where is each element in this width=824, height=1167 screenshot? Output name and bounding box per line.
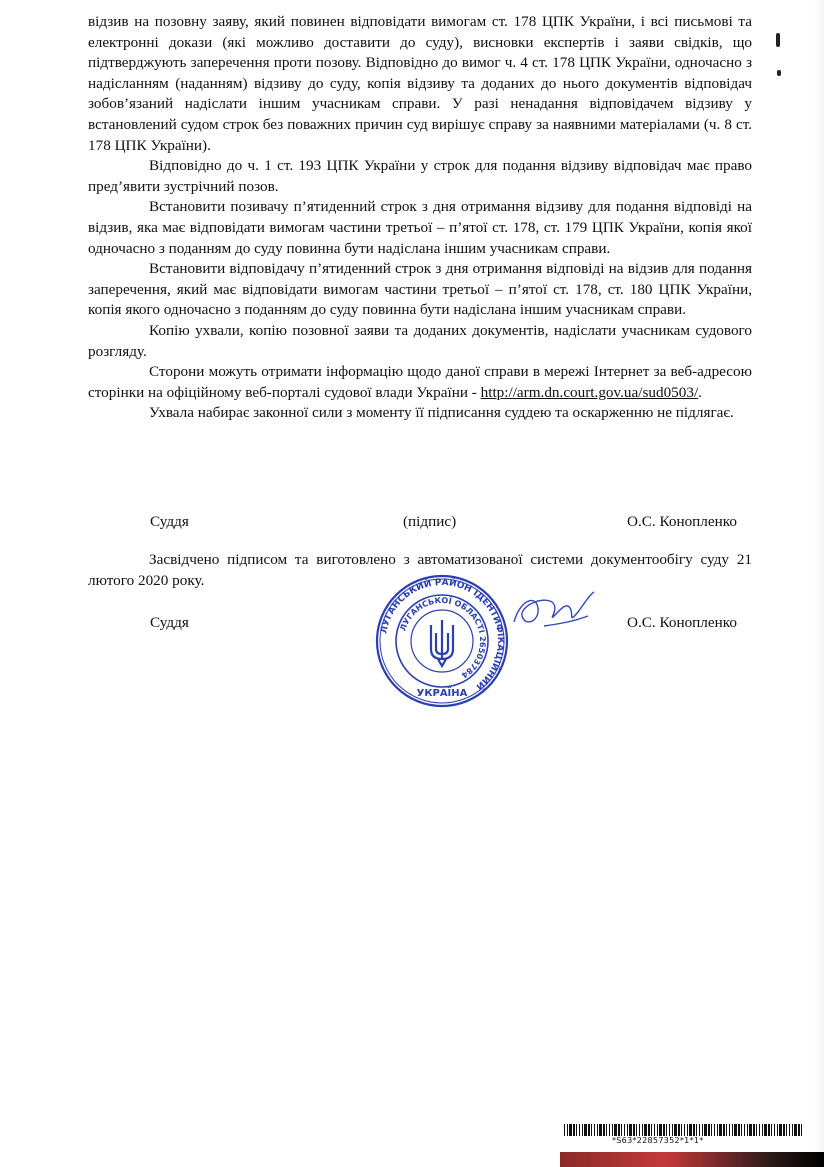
barcode-bar — [597, 1124, 598, 1136]
barcode-bar — [699, 1124, 700, 1136]
barcode-bar — [594, 1124, 595, 1136]
barcode-bar — [723, 1124, 725, 1136]
scan-edge — [560, 1152, 824, 1167]
barcode-bar — [584, 1124, 587, 1136]
barcode-bar — [657, 1124, 658, 1136]
barcode-bar — [684, 1124, 685, 1136]
judge-name: О.С. Конопленко — [627, 513, 737, 530]
barcode-bar — [633, 1124, 635, 1136]
barcode-bar — [609, 1124, 610, 1136]
barcode-bar — [659, 1124, 662, 1136]
barcode-bar — [648, 1124, 650, 1136]
barcode-bar — [672, 1124, 673, 1136]
web-info-text: Сторони можуть отримати інформацію щодо даної справи в мережі Інтернет за веб-адресою сторінки на офіційному веб-порталі судової влади України - — [88, 363, 752, 401]
barcode-bar — [669, 1124, 670, 1136]
barcode-bar — [783, 1124, 785, 1136]
ruling-body — [88, 12, 752, 424]
barcode-bar — [744, 1124, 745, 1136]
barcode-bar — [801, 1124, 802, 1136]
trident-icon — [431, 620, 453, 666]
barcode-bar — [663, 1124, 665, 1136]
barcode-bar — [792, 1124, 793, 1136]
barcode-bar — [789, 1124, 790, 1136]
paragraph-plaintiff-deadline: Встановити позивачу п’ятиденний строк з дня отримання відзиву для подання відповіді на відзив, яка має відповідати вимогам частини третьої – п’ятої ст. 178, ст. 179 ЦПК України, копія якої одночасно з поданням до суду повинна бути надіслана іншим учасникам справи. — [88, 198, 752, 257]
paragraph-defendant-deadline: Встановити відповідачу п’ятиденний строк з дня отримання відповіді на відзив для подання заперечення, який має відповідати вимогам частини третьої – п’ятої ст. 178, ст. 180 ЦПК України, копія якого одночасно з поданням до суду повинна бути надіслана іншим учасникам справи. — [88, 260, 752, 319]
barcode-bar — [599, 1124, 602, 1136]
barcode-bar — [732, 1124, 733, 1136]
barcode-bar — [702, 1124, 703, 1136]
certified-judge-name: О.С. Конопленко — [627, 614, 737, 631]
barcode-bar — [564, 1124, 565, 1136]
web-info-suffix: . — [698, 383, 702, 401]
judge-role-label: Суддя — [150, 513, 189, 530]
barcode-bar — [747, 1124, 748, 1136]
barcode-bar — [738, 1124, 740, 1136]
barcode-bar — [756, 1124, 757, 1136]
barcode-bar — [678, 1124, 680, 1136]
barcode-bar — [588, 1124, 590, 1136]
barcode-bar — [603, 1124, 605, 1136]
svg-text:ЛУГАНСЬКИЙ РАЙОН ІДЕНТИФІКАЦІЙ: ЛУГАНСЬКИЙ РАЙОН ІДЕНТИФІКАЦІЙНИЙ — [379, 577, 506, 692]
barcode-bar — [729, 1124, 730, 1136]
barcode-bar — [636, 1124, 637, 1136]
barcode-bar — [654, 1124, 655, 1136]
barcode-bar — [569, 1124, 572, 1136]
barcode-bar — [687, 1124, 688, 1136]
margin-mark — [777, 70, 781, 76]
paragraph-effect: Ухвала набирає законної сили з моменту її підписання суддею та оскарженню не підлягає. — [149, 404, 734, 422]
certification-text: Засвідчено підписом та виготовлено з автоматизованої системи документообігу суду 21 лютого 2020 року. — [88, 551, 752, 589]
margin-mark — [776, 33, 780, 47]
barcode-bar — [614, 1124, 617, 1136]
barcode-bar — [696, 1124, 697, 1136]
barcode-bar — [768, 1124, 770, 1136]
barcode-bar — [612, 1124, 613, 1136]
barcode-bar — [714, 1124, 715, 1136]
barcode-bar — [734, 1124, 737, 1136]
svg-text:ЛУГАНСЬКОЇ ОБЛАСТІ 26503784: ЛУГАНСЬКОЇ ОБЛАСТІ 26503784 — [398, 595, 488, 680]
barcode-bar — [764, 1124, 767, 1136]
document-barcode — [564, 1124, 806, 1136]
court-seal-stamp — [374, 573, 510, 709]
barcode-bar — [573, 1124, 575, 1136]
barcode-bar — [711, 1124, 712, 1136]
barcode-bar — [666, 1124, 667, 1136]
barcode-bar — [762, 1124, 763, 1136]
barcode-bar — [741, 1124, 742, 1136]
paragraph-counterclaim: Відповідно до ч. 1 ст. 193 ЦПК України у строк для подання відзиву відповідач має право пред’явити зустрічний позов. — [88, 157, 752, 195]
barcode-bar — [726, 1124, 727, 1136]
barcode-bar — [629, 1124, 632, 1136]
barcode-bar — [591, 1124, 592, 1136]
barcode-bar — [627, 1124, 628, 1136]
barcode-bar — [753, 1124, 755, 1136]
barcode-bar — [674, 1124, 677, 1136]
barcode-bar — [644, 1124, 647, 1136]
paragraph-response-requirements: відзив на позовну заяву, який повинен відповідати вимогам ст. 178 ЦПК України, і всі письмові та електронні докази (які можливо доставити до суду), висновки експертів і заяви свідків, що підтверджують заперечення проти позову. Відповідно до вимог ч. 4 ст. 178 ЦПК України, одночасно з надісланням (наданням) відзиву до суду, копія відзиву та доданих до нього документів відповідач зобов’язаний надіслати іншим учасникам справи. У разі ненадання відповідачем відзиву у встановлений судом строк без поважних причин суд вирішує справу за наявними матеріалами (ч. 8 ст. 178 ЦПК України). — [88, 13, 752, 154]
barcode-number: *S63*22857352*1*1* — [612, 1136, 704, 1145]
barcode-bar — [774, 1124, 775, 1136]
barcode-bar — [771, 1124, 772, 1136]
barcode-bar — [582, 1124, 583, 1136]
paragraph-copies: Копію ухвали, копію позовної заяви та доданих документів, надіслати учасникам судового розгляду. — [88, 321, 752, 360]
barcode-bar — [794, 1124, 797, 1136]
barcode-bar — [779, 1124, 782, 1136]
barcode-bar — [606, 1124, 607, 1136]
barcode-bar — [759, 1124, 760, 1136]
barcode-bar — [708, 1124, 710, 1136]
barcode-bar — [719, 1124, 722, 1136]
svg-text:УКРАЇНА: УКРАЇНА — [416, 688, 468, 699]
barcode-bar — [651, 1124, 652, 1136]
barcode-bar — [621, 1124, 622, 1136]
scan-edge — [814, 0, 824, 1167]
barcode-bar — [749, 1124, 752, 1136]
handwritten-signature — [508, 586, 598, 634]
barcode-bar — [777, 1124, 778, 1136]
barcode-bar — [798, 1124, 800, 1136]
court-website-link[interactable]: http://arm.dn.court.gov.ua/sud0503/ — [480, 383, 699, 401]
barcode-bar — [576, 1124, 577, 1136]
certified-judge-role: Суддя — [150, 614, 189, 631]
barcode-bar — [639, 1124, 640, 1136]
barcode-bar — [642, 1124, 643, 1136]
paragraph-web-info — [88, 362, 752, 403]
barcode-bar — [618, 1124, 620, 1136]
barcode-bar — [624, 1124, 625, 1136]
barcode-bar — [693, 1124, 695, 1136]
barcode-bar — [717, 1124, 718, 1136]
barcode-bar — [704, 1124, 707, 1136]
barcode-bar — [786, 1124, 787, 1136]
barcode-bar — [689, 1124, 692, 1136]
barcode-bar — [567, 1124, 568, 1136]
barcode-bar — [681, 1124, 682, 1136]
signature-placeholder: (підпис) — [403, 513, 457, 530]
barcode-bar — [579, 1124, 580, 1136]
